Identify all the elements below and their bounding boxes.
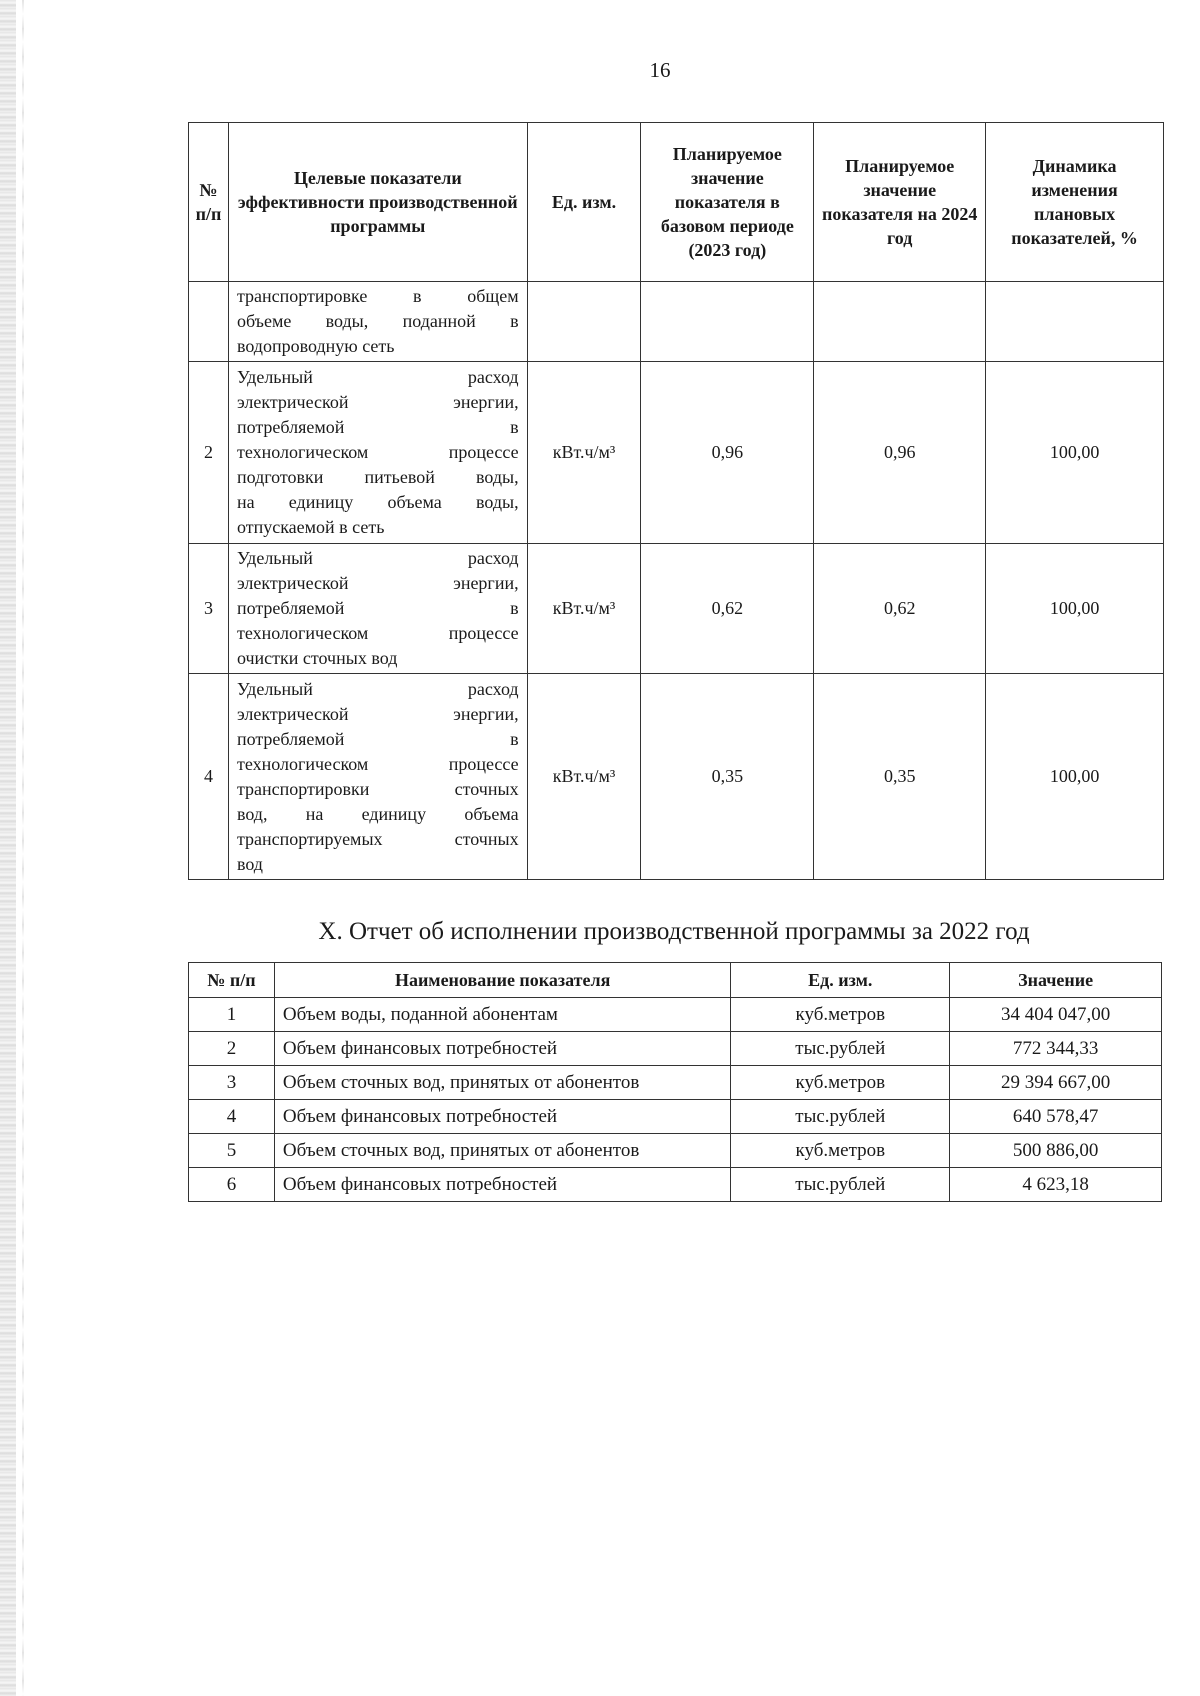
description-line: потребляемой в [236, 598, 519, 618]
row-number-cell: 2 [189, 362, 229, 544]
value-cell: 29 394 667,00 [950, 1066, 1162, 1100]
indicator-name-cell: Объем воды, поданной абонентам [274, 998, 730, 1032]
indicator-name-cell: Объем сточных вод, принятых от абонентов [274, 1066, 730, 1100]
description-line: водопроводную сеть [236, 336, 395, 356]
table-row [189, 362, 1164, 544]
page-number: 16 [649, 58, 671, 82]
indicator-name-cell: Объем сточных вод, принятых от абонентов [274, 1134, 730, 1168]
description-line: потребляемой в [236, 417, 519, 437]
description-line: отпускаемой в сеть [236, 517, 385, 537]
indicator-name-cell: Объем финансовых потребностей [274, 1168, 730, 1202]
plan-value-cell [814, 282, 986, 362]
description-line: вод [236, 853, 263, 874]
description-line: технологическом процессе [236, 753, 519, 774]
description-line: электрической энергии, [236, 392, 519, 412]
table-row [189, 1168, 1162, 1202]
table-row [189, 1134, 1162, 1168]
unit-cell: тыс.рублей [731, 1100, 950, 1134]
table-row [189, 282, 1164, 362]
description-line: вод, на единицу объема [236, 803, 519, 824]
unit-cell: кВт.ч/м³ [527, 362, 641, 544]
value-cell: 772 344,33 [950, 1032, 1162, 1066]
description-line: электрической энергии, [236, 573, 519, 593]
dynamics-cell: 100,00 [986, 674, 1164, 880]
value-cell: 34 404 047,00 [950, 998, 1162, 1032]
indicator-description [228, 544, 527, 674]
header-cell: № п/п [189, 123, 229, 282]
unit-cell: куб.метров [731, 1066, 950, 1100]
description-line: Удельный расход [236, 548, 519, 568]
indicator-description [228, 362, 527, 544]
base-value-cell: 0,62 [641, 544, 814, 674]
table-header-row [189, 963, 1162, 998]
description-line: технологическом процессе [236, 623, 519, 643]
header-cell: Планируемое значение показателя в базовом периоде (2023 год) [641, 123, 814, 282]
unit-cell: куб.метров [731, 1134, 950, 1168]
row-number-cell: 2 [189, 1032, 275, 1066]
unit-cell: тыс.рублей [731, 1168, 950, 1202]
indicator-description [228, 674, 527, 880]
header-cell: Целевые показатели эффективности производственной программы [228, 123, 527, 282]
table-row [189, 998, 1162, 1032]
header-cell: Планируемое значение показателя на 2024 год [814, 123, 986, 282]
description-line: очистки сточных вод [236, 648, 398, 668]
row-number-cell: 6 [189, 1168, 275, 1202]
section-title: X. Отчет об исполнении производственной программы за 2022 год [318, 918, 1030, 945]
base-value-cell: 0,35 [641, 674, 814, 880]
indicator-description [228, 282, 527, 362]
header-cell: Значение [950, 963, 1162, 998]
value-cell: 640 578,47 [950, 1100, 1162, 1134]
base-value-cell [641, 282, 814, 362]
plan-value-cell: 0,96 [814, 362, 986, 544]
table-row [189, 674, 1164, 880]
efficiency-indicators-table [188, 122, 1164, 880]
plan-value-cell: 0,35 [814, 674, 986, 880]
dynamics-cell: 100,00 [986, 544, 1164, 674]
header-cell: Наименование показателя [274, 963, 730, 998]
base-value-cell: 0,96 [641, 362, 814, 544]
unit-cell [527, 282, 641, 362]
program-report-table [188, 962, 1162, 1202]
description-line: Удельный расход [236, 367, 519, 387]
description-line: подготовки питьевой воды, [236, 467, 519, 487]
table-header-row [189, 123, 1164, 282]
header-cell: № п/п [189, 963, 275, 998]
dynamics-cell: 100,00 [986, 362, 1164, 544]
description-line: транспортируемых сточных [236, 828, 519, 849]
table-row [189, 1100, 1162, 1134]
description-line: транспортировке в общем [236, 286, 519, 306]
dynamics-cell [986, 282, 1164, 362]
scan-edge-artifact [0, 0, 16, 1696]
indicator-name-cell: Объем финансовых потребностей [274, 1100, 730, 1134]
row-number-cell: 3 [189, 1066, 275, 1100]
description-line: технологическом процессе [236, 442, 519, 462]
header-cell: Ед. изм. [527, 123, 641, 282]
unit-cell: кВт.ч/м³ [527, 544, 641, 674]
description-line: потребляемой в [236, 728, 519, 749]
value-cell: 500 886,00 [950, 1134, 1162, 1168]
description-line: транспортировки сточных [236, 778, 519, 799]
unit-cell: тыс.рублей [731, 1032, 950, 1066]
table-row [189, 1032, 1162, 1066]
plan-value-cell: 0,62 [814, 544, 986, 674]
indicator-name-cell: Объем финансовых потребностей [274, 1032, 730, 1066]
row-number-cell: 1 [189, 998, 275, 1032]
row-number-cell: 4 [189, 674, 229, 880]
header-cell: Ед. изм. [731, 963, 950, 998]
row-number-cell [189, 282, 229, 362]
table-row [189, 544, 1164, 674]
row-number-cell: 5 [189, 1134, 275, 1168]
description-line: электрической энергии, [236, 703, 519, 724]
value-cell: 4 623,18 [950, 1168, 1162, 1202]
row-number-cell: 4 [189, 1100, 275, 1134]
unit-cell: куб.метров [731, 998, 950, 1032]
row-number-cell: 3 [189, 544, 229, 674]
description-line: Удельный расход [236, 678, 519, 699]
description-line: на единицу объема воды, [236, 492, 519, 512]
description-line: объеме воды, поданной в [236, 311, 519, 331]
unit-cell: кВт.ч/м³ [527, 674, 641, 880]
header-cell: Динамика изменения плановых показателей, % [986, 123, 1164, 282]
table-row [189, 1066, 1162, 1100]
scan-edge-line [22, 0, 24, 1696]
